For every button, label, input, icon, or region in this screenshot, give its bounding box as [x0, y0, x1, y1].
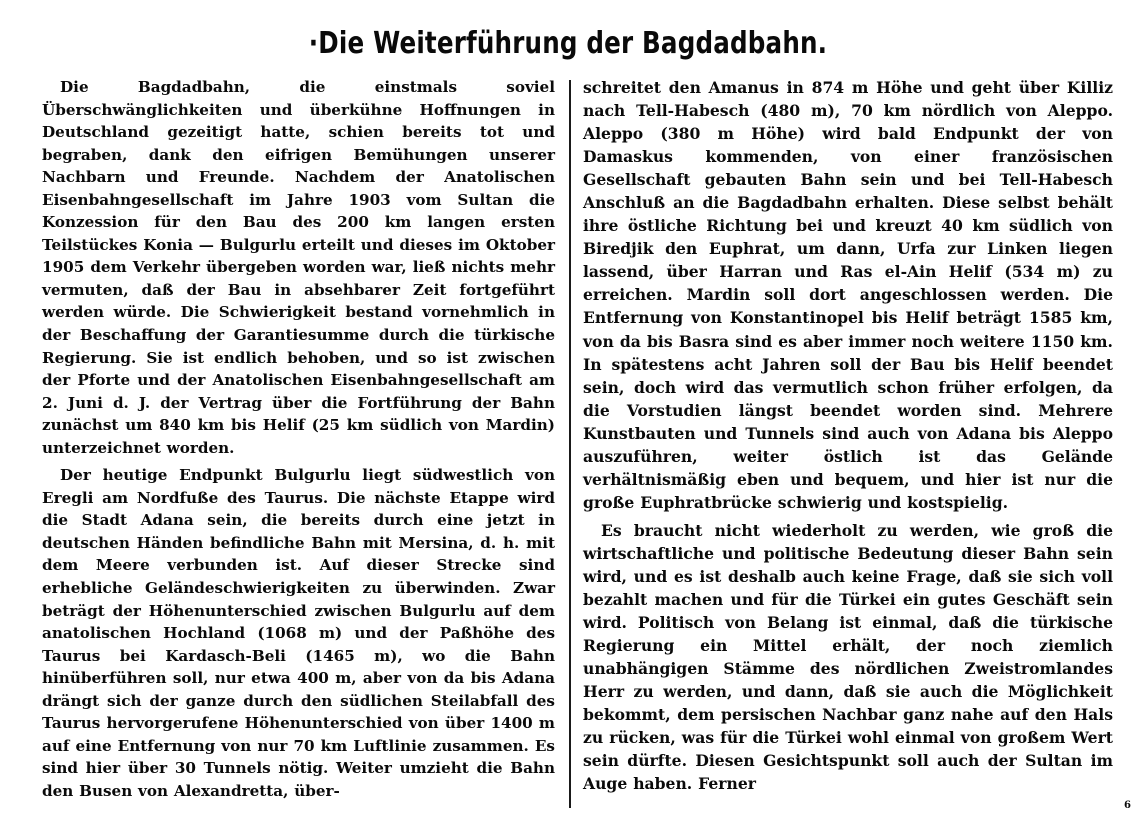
paragraph: Es braucht nicht wiederholt zu werden, wie groß die wirtschaftliche und politische Bedeutung dieser Bahn sein wird, und es ist deshalb auch keine Frage, daß sie sich voll bezahlt machen und für die Türkei ein gutes Geschäft sein wird. Politisch von Belang ist einmal, daß die türkische Regierung ein Mittel erhält, der noch ziemlich unabhängigen Stämme des nördlichen Zweistromlandes Herr zu werden, und dann, daß sie auch die Möglichkeit bekommt, dem persischen Nachbar ganz nahe auf den Hals zu rücken, was für die Türkei wohl einmal von großem Wert sein dürfte. Diesen Gesichtspunkt soll auch der Sultan im Auge haben. Ferner — [583, 520, 1113, 794]
article-title: ·Die Weiterführung der Bagdadbahn. — [308, 26, 828, 61]
left-column — [42, 76, 555, 820]
column-divider — [569, 80, 571, 808]
paragraph: Die Bagdadbahn, die einstmals soviel Überschwänglichkeiten und überkühne Hoffnungen in Deutschland gezeitigt hatte, schien bereits tot und begraben, dank den eifrigen Bemühungen unserer Nachbarn und Freunde. Nachdem der Anatolischen Eisenbahngesellschaft im Jahre 1903 vom Sultan die Konzession für den Bau des 200 km langen ersten Teilstückes Konia — Bulgurlu erteilt und dieses im Oktober 1905 dem Verkehr übergeben worden war, ließ nichts mehr vermuten, daß der Bau in absehbarer Zeit fortgeführt werden würde. Die Schwierigkeit bestand vornehmlich in der Beschaffung der Garantiesumme durch die türkische Regierung. Sie ist endlich behoben, und so ist zwischen der Pforte und der Anatolischen Eisenbahngesellschaft am 2. Juni d. J. der Vertrag über die Fortführung der Bahn zunächst um 840 km bis Helif (25 km südlich von Mardin) unterzeichnet worden. — [42, 78, 555, 457]
right-column — [583, 76, 1113, 820]
paragraph: Der heutige Endpunkt Bulgurlu liegt südwestlich von Eregli am Nordfuße des Taurus. Die nächste Etappe wird die Stadt Adana sein, die bereits durch eine jetzt in deutschen Händen befindliche Bahn mit Mersina, d. h. mit dem Meere verbunden ist. Auf dieser Strecke sind erhebliche Geländeschwierigkeiten zu überwinden. Zwar beträgt der Höhenunterschied zwischen Bulgurlu auf dem anatolischen Hochland (1068 m) und der Paßhöhe des Taurus bei Kardasch-Beli (1465 m), wo die Bahn hinüberführen soll, nur etwa 400 m, aber von da bis Adana drängt sich der ganze durch den südlichen Steilabfall des Taurus hervorgerufene Höhenunterschied von über 1400 m auf eine Entfernung von nur 70 km Luftlinie zusammen. Es sind hier über 30 Tunnels nötig. Weiter umzieht die Bahn den Busen von Alexandretta, über- — [42, 466, 555, 800]
paragraph: schreitet den Amanus in 874 m Höhe und geht über Killiz nach Tell-Habesch (480 m), 70 km nördlich von Aleppo. Aleppo (380 m Höhe) wird bald Endpunkt der von Damaskus kommenden, von einer französischen Gesellschaft gebauten Bahn sein und bei Tell-Habesch Anschluß an die Bagdadbahn erhalten. Diese selbst behält ihre östliche Richtung bei und kreuzt 40 km südlich von Biredjik den Euphrat, um dann, Urfa zur Linken liegen lassend, über Harran und Ras el-Ain Helif (534 m) zu erreichen. Mardin soll dort angeschlossen werden. Die Entfernung von Konstantinopel bis Helif beträgt 1585 km, von da bis Basra sind es aber immer noch weitere 1150 km. In spätestens acht Jahren soll der Bau bis Helif beendet sein, doch wird das vermutlich schon früher erfolgen, da die Vorstudien längst beendet worden sind. Mehrere Kunstbauten und Tunnels sind auch von Adana bis Aleppo auszuführen, weiter östlich ist das Gelände verhältnismäßig eben und bequem, und hier ist nur die große Euphratbrücke schwierig und kostspielig. — [583, 78, 1113, 512]
margin-mark: 6 — [1124, 800, 1131, 811]
